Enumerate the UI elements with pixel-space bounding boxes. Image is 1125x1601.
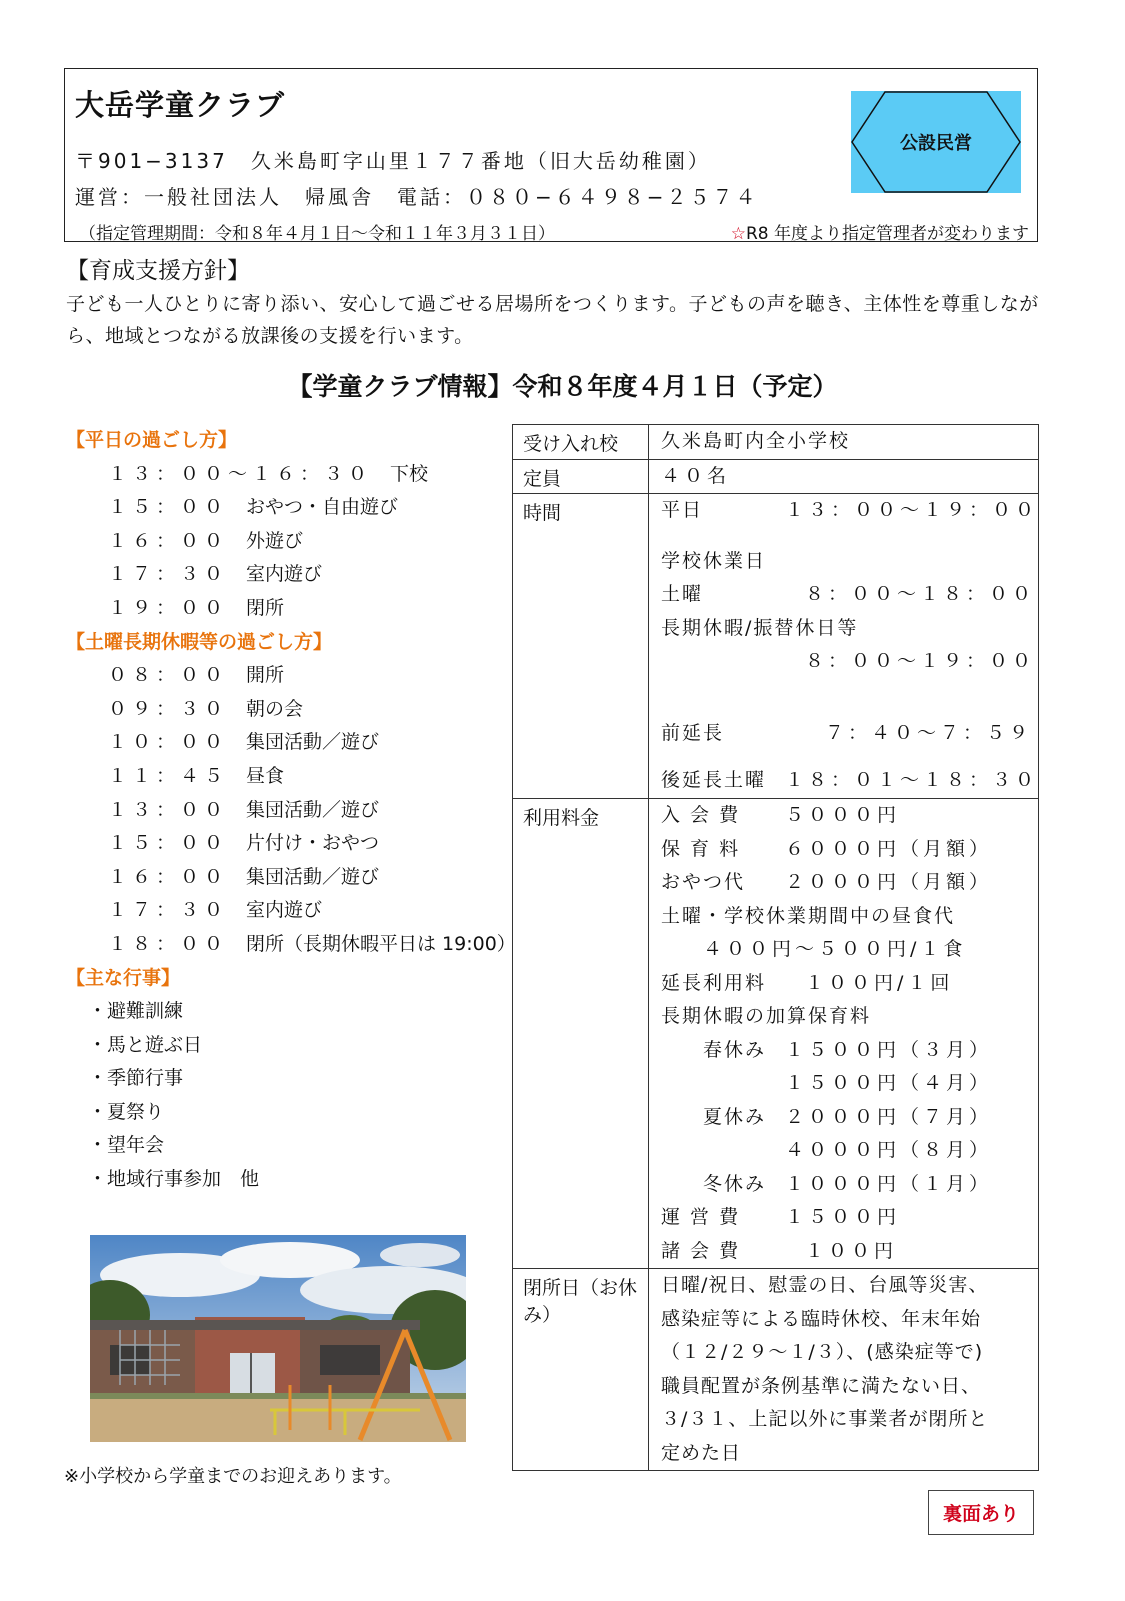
schedule-row: ０９：３０ 朝の会: [108, 697, 304, 720]
table-row: [513, 799, 1039, 1269]
public-private-badge: [851, 91, 1021, 193]
event-item: ・夏祭り: [88, 1100, 165, 1123]
capacity-label: 定員: [513, 459, 649, 494]
club-operator: 運営：一般社団法人 帰風舎 電話：０８０−６４９８−２５７４: [75, 185, 759, 209]
events-heading: 【主な行事】: [66, 966, 181, 989]
fees-value: 入 会 費 ５０００円 保 育 料 ６０００円（月額） おやつ代 ２０００円（月額） 土曜・学校休業期間中の昼食代 ４００円～５００円/１食 延長利用料 １００円/１回 長期休暇の加算保育料 春休み １５００円（３月） １５００円（４月） 夏休み ２０００円（７月） ４０００円（８月） 冬休み １０００円（１月） 運 営 費 １５００円 諸 会 費 １００円: [648, 799, 1038, 1269]
schedule-row: １８：００ 閉所（長期休暇平日は 19:00）: [108, 932, 516, 955]
closed-value: 日曜/祝日、慰霊の日、台風等災害、 感染症等による臨時休校、年末年始 （１２/２９～１/３）、(感染症等で) 職員配置が条例基準に満たない日、 ３/３１、上記以外に事業者が閉所と 定めた日: [648, 1269, 1038, 1471]
club-address: 〒901−3137 久米島町字山里１７７番地（旧大岳幼稚園）: [75, 149, 711, 173]
info-table: [512, 424, 1039, 1471]
event-item: ・避難訓練: [88, 1000, 184, 1023]
back-page-button[interactable]: 裏面あり: [928, 1490, 1034, 1535]
schedule-row: １５：００ おやつ・自由遊び: [108, 496, 399, 519]
star-icon: ☆: [730, 224, 746, 244]
schedule-row: １５：００ 片付け・おやつ: [108, 832, 380, 855]
badge-label: 公設民営: [900, 133, 972, 154]
management-period: （指定管理期間：令和８年４月１日～令和１１年３月３１日）: [79, 224, 555, 244]
holiday-heading: 【土曜長期休暇等の過ごし方】: [66, 630, 333, 653]
capacity-value: ４０名: [648, 459, 1038, 494]
event-item: ・地域行事参加 他: [88, 1168, 260, 1191]
schedule-row: １７：３０ 室内遊び: [108, 899, 323, 922]
schedule-row: １９：００ 閉所: [108, 596, 285, 619]
policy-text: 子ども一人ひとりに寄り添い、安心して過ごせる居場所をつくります。子どもの声を聴き、主体性を尊重しながら、地域とつながる放課後の支援を行います。: [66, 293, 1039, 347]
schedule-row: ０８：００ 開所: [108, 664, 285, 687]
header-box: [64, 68, 1038, 242]
photo-note: ※小学校から学童までのお迎えあります。: [64, 1466, 402, 1487]
club-name: 大岳学童クラブ: [75, 88, 286, 122]
notice-text: R8 年度より指定管理者が変わります: [745, 224, 1029, 244]
fees-label: 利用料金: [513, 799, 649, 1269]
table-row: [513, 1269, 1039, 1471]
info-title: 【学童クラブ情報】令和８年度４月１日（予定）: [287, 372, 838, 401]
schedule-row: １０：００ 集団活動／遊び: [108, 731, 380, 754]
schedule-row: １６：００ 外遊び: [108, 529, 304, 552]
policy-title: 【育成支援方針】: [66, 258, 250, 284]
table-row: [513, 459, 1039, 494]
hours-value: 平日 １３：００～１９：００ 学校休業日 土曜 ８：００～１８：００ 長期休暇/振替休日等 ８：００～１９：００ 前延長 ７：４０～７：５９ 後延長土曜 １８：０１～１８：３０: [648, 494, 1038, 799]
school-label: 受け入れ校: [513, 425, 649, 460]
event-item: ・季節行事: [88, 1067, 184, 1090]
weekday-heading: 【平日の過ごし方】: [66, 429, 238, 451]
hours-label: 時間: [513, 494, 649, 799]
event-item: ・望年会: [88, 1134, 165, 1157]
operator-change-notice: [731, 219, 1029, 244]
schedule-row: １１：４５ 昼食: [108, 764, 285, 787]
schedule-row: １７：３０ 室内遊び: [108, 563, 323, 586]
building-photo: [90, 1235, 466, 1442]
table-row: [513, 425, 1039, 460]
schedule-column: [66, 424, 516, 1197]
event-item: ・馬と遊ぶ日: [88, 1033, 203, 1056]
closed-label: 閉所日（お休み）: [513, 1269, 649, 1471]
schedule-row: １６：００ 集団活動／遊び: [108, 865, 380, 888]
table-row: [513, 494, 1039, 799]
school-value: 久米島町内全小学校: [648, 425, 1038, 460]
schedule-row: １３：００ 集団活動／遊び: [108, 798, 380, 821]
schedule-row: １３：００～１６：３０ 下校: [108, 462, 429, 485]
